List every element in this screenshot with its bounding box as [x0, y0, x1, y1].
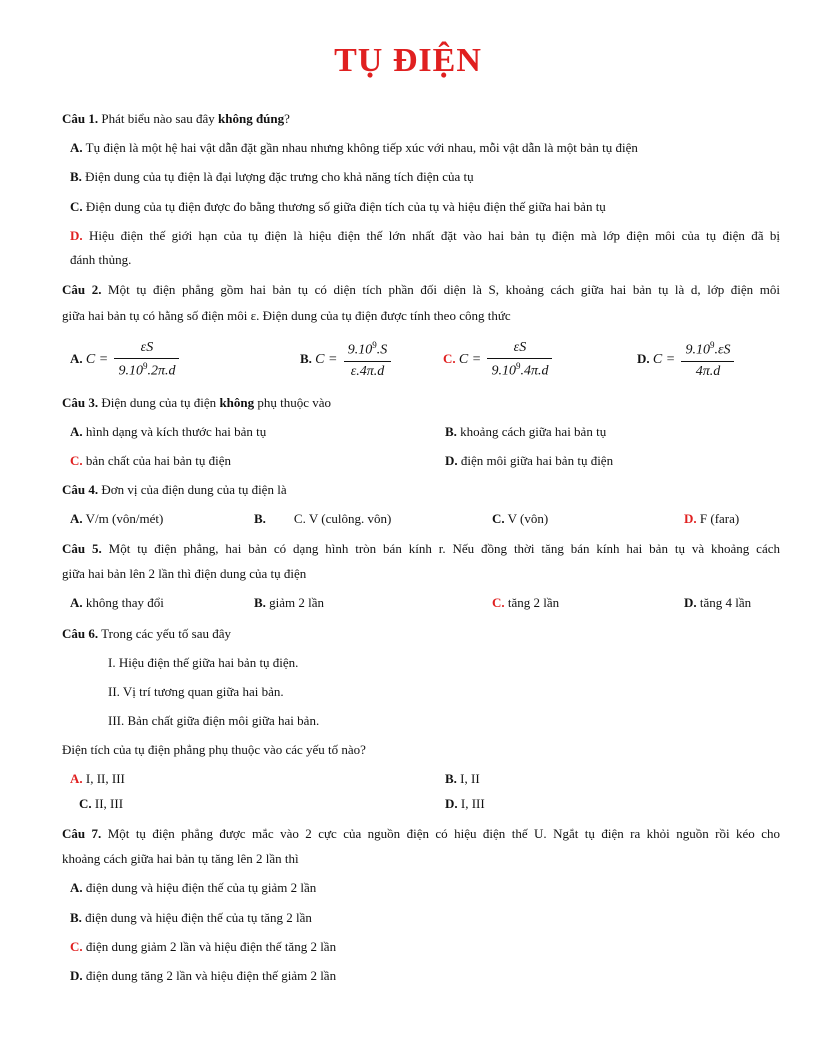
q1-option-b: [70, 168, 474, 185]
q1-option-d-continuation: đánh thủng.: [70, 252, 132, 267]
denominator: [114, 359, 179, 380]
option-key: A.: [70, 350, 83, 366]
option-key: A.: [70, 140, 83, 155]
num-part: .εS: [714, 342, 731, 358]
option-key-correct: C.: [492, 595, 505, 610]
option-key: B.: [300, 350, 312, 366]
option-key-correct: C.: [70, 939, 83, 954]
q4-stem: [62, 481, 287, 498]
q6-option-a: [70, 770, 125, 787]
q6-option-c: [79, 795, 123, 812]
option-key: D.: [445, 796, 458, 811]
q6-question: Điện tích của tụ điện phẳng phụ thuộc vào các yếu tố nào?: [62, 742, 366, 757]
option-text: điện dung và hiệu điện thế của tụ giảm 2 lần: [82, 880, 317, 895]
option-key: B.: [254, 511, 266, 526]
q6-item: I. Hiệu điện thế giữa hai bản tụ điện.: [108, 655, 299, 670]
q6-stem: [62, 625, 231, 642]
formula-lhs: C =: [652, 351, 676, 367]
q2-label: Câu 2.: [62, 282, 102, 297]
num-part: 9.10: [685, 342, 710, 358]
den-part: 9.10: [491, 363, 516, 379]
q1-stem-a: Phát biểu nào sau đây: [98, 111, 218, 126]
option-key-correct: A.: [70, 771, 83, 786]
q2-option-d: [637, 340, 734, 380]
q7-option-c: [70, 938, 336, 955]
q5-stem-line2: giữa hai bản lên 2 lần thì điện dung của tụ điện: [62, 566, 307, 581]
option-text: khoảng cách giữa hai bản tụ: [456, 424, 607, 439]
q2-stem-line2: giữa hai bản tụ có hằng số điện môi ε. Điện dung của tụ điện được tính theo công thức: [62, 308, 511, 323]
denominator: 4π.d: [695, 363, 721, 379]
den-part: .4π.d: [520, 363, 549, 379]
option-text: I, II: [456, 771, 480, 786]
q3-stem-c: phụ thuộc vào: [254, 395, 332, 410]
numerator: εS: [114, 340, 179, 359]
q1-stem-b: không đúng: [218, 111, 285, 126]
option-key-correct: D.: [684, 511, 697, 526]
q7-stem-line1: [62, 825, 780, 842]
q2-text: Một tụ điện phẳng gồm hai bản tụ có diện tích phần đối diện là S, khoảng cách giữa hai bản tụ là d, lớp điện môi: [101, 282, 780, 297]
option-text: V (vôn): [504, 511, 549, 526]
option-key: D.: [445, 453, 458, 468]
q6-stem-text: Trong các yếu tố sau đây: [98, 626, 231, 641]
page-title: TỤ ĐIỆN: [334, 42, 482, 79]
formula-fraction: [681, 340, 734, 380]
q4-option-a: [70, 510, 163, 527]
q3-option-a: [70, 423, 266, 440]
option-text: không thay đổi: [82, 595, 164, 610]
exponent: 9: [142, 361, 148, 371]
q5-option-d: [684, 594, 751, 611]
q6-label: Câu 6.: [62, 626, 99, 641]
option-text: điện dung giảm 2 lần và hiệu điện thế tăng 2 lần: [82, 939, 337, 954]
denominator: [487, 359, 552, 380]
option-text: điện dung và hiệu điện thế của tụ tăng 2 lần: [81, 910, 312, 925]
q3-option-b: [445, 423, 606, 440]
den-part: 9.10: [118, 363, 143, 379]
q5-option-b: [254, 594, 324, 611]
formula-fraction: [114, 340, 179, 380]
option-key: A.: [70, 511, 83, 526]
option-key: B.: [254, 595, 266, 610]
q2-option-a: [70, 340, 179, 380]
formula-fraction: [487, 340, 552, 380]
option-text: điện dung tăng 2 lần và hiệu điện thế giảm 2 lần: [82, 968, 337, 983]
option-key: B.: [445, 771, 457, 786]
option-text: điện môi giữa hai bản tụ điện: [457, 453, 614, 468]
q1-label: Câu 1.: [62, 111, 99, 126]
option-key-correct: C.: [70, 453, 83, 468]
q5-stem-line1: [62, 540, 780, 557]
q4-option-c: [492, 510, 548, 527]
option-text: tăng 2 lần: [504, 595, 560, 610]
exponent: 9: [709, 340, 715, 350]
q5-text: Một tụ điện phẳng, hai bản có dạng hình tròn bán kính r. Nếu đồng thời tăng bán kính hai bản tụ và khoảng cách: [101, 541, 780, 556]
option-text: V/m (vôn/mét): [82, 511, 164, 526]
option-text: I, III: [457, 796, 485, 811]
option-text: Tụ điện là một hệ hai vật dẫn đặt gần nhau nhưng không tiếp xúc với nhau, mỗi vật dẫn là một bản tụ điện: [82, 140, 638, 155]
exponent: 9: [515, 361, 521, 371]
numerator: εS: [487, 340, 552, 359]
q6-option-d: [445, 795, 485, 812]
formula-lhs: C =: [458, 351, 482, 367]
q1-option-d: [70, 227, 780, 244]
q3-option-c: [70, 452, 231, 469]
exponent: 9: [372, 340, 377, 350]
q6-item: II. Vị trí tương quan giữa hai bản.: [108, 684, 284, 699]
option-text: Hiệu điện thế giới hạn của tụ điện là hiệu điện thế lớn nhất đặt vào hai bản tụ điện mà lớp điện môi của tụ điện đã bị: [82, 228, 780, 243]
q3-stem-b: không: [219, 395, 255, 410]
q1-option-a: [70, 139, 638, 156]
option-key: A.: [70, 880, 83, 895]
option-key: C.: [70, 199, 83, 214]
q7-label: Câu 7.: [62, 826, 102, 841]
option-key: A.: [70, 595, 83, 610]
option-key: D.: [684, 595, 697, 610]
q7-option-d: [70, 967, 336, 984]
numerator: [681, 340, 734, 362]
q1-stem: [62, 110, 290, 127]
option-key: B.: [70, 910, 82, 925]
q2-option-c: [443, 340, 552, 380]
den-part: .2π.d: [147, 363, 176, 379]
q2-option-b: [300, 340, 391, 380]
option-key: C.: [492, 511, 505, 526]
option-text: hình dạng và kích thước hai bản tụ: [82, 424, 267, 439]
q4-label: Câu 4.: [62, 482, 99, 497]
formula-lhs: C =: [85, 351, 109, 367]
option-text: I, II, III: [82, 771, 125, 786]
q7-option-b: [70, 909, 312, 926]
option-text: Điện dung của tụ điện được đo bằng thương số giữa điện tích của tụ và hiệu điện thế giữa hai bản tụ: [82, 199, 606, 214]
option-key: B.: [70, 169, 82, 184]
option-key: A.: [70, 424, 83, 439]
q4-option-d: [684, 510, 739, 527]
option-text: Điện dung của tụ điện là đại lượng đặc trưng cho khả năng tích điện của tụ: [81, 169, 474, 184]
denominator: ε.4π.d: [350, 363, 385, 379]
q3-stem-a: Điện dung của tụ điện: [98, 395, 220, 410]
q3-stem: [62, 394, 331, 411]
num-part: 9.10: [347, 342, 373, 358]
q4-stem-text: Đơn vị của điện dung của tụ điện là: [98, 482, 287, 497]
formula-fraction: [344, 340, 392, 380]
option-text: F (fara): [696, 511, 740, 526]
option-key: D.: [637, 350, 650, 366]
numerator: [344, 340, 392, 362]
option-key-correct: D.: [70, 228, 83, 243]
q7-stem-line2: khoảng cách giữa hai bản tụ tăng lên 2 lần thì: [62, 851, 299, 866]
option-key: D.: [70, 968, 83, 983]
option-key-correct: C.: [443, 350, 456, 366]
option-key: B.: [445, 424, 457, 439]
option-text: tăng 4 lần: [696, 595, 752, 610]
formula-lhs: C =: [315, 351, 338, 367]
q3-label: Câu 3.: [62, 395, 99, 410]
option-text: C. V (culông. vôn): [293, 511, 392, 526]
option-text: bản chất của hai bản tụ điện: [82, 453, 231, 468]
q3-option-d: [445, 452, 613, 469]
option-key: C.: [79, 796, 92, 811]
q1-option-c: [70, 198, 606, 215]
q5-option-c: [492, 594, 559, 611]
option-text: II, III: [91, 796, 124, 811]
q7-text: Một tụ điện phẳng được mắc vào 2 cực của nguồn điện có hiệu điện thế U. Ngắt tụ điện ra khỏi nguồn rồi kéo cho: [101, 826, 780, 841]
q6-option-b: [445, 770, 480, 787]
q6-item: III. Bản chất giữa điện môi giữa hai bản.: [108, 713, 320, 728]
q1-stem-c: ?: [284, 111, 290, 126]
q2-stem-line1: [62, 281, 780, 298]
q4-option-b: [254, 510, 391, 527]
num-part: .S: [376, 342, 388, 358]
q5-label: Câu 5.: [62, 541, 102, 556]
option-text: giảm 2 lần: [265, 595, 325, 610]
q7-option-a: [70, 879, 316, 896]
q5-option-a: [70, 594, 164, 611]
